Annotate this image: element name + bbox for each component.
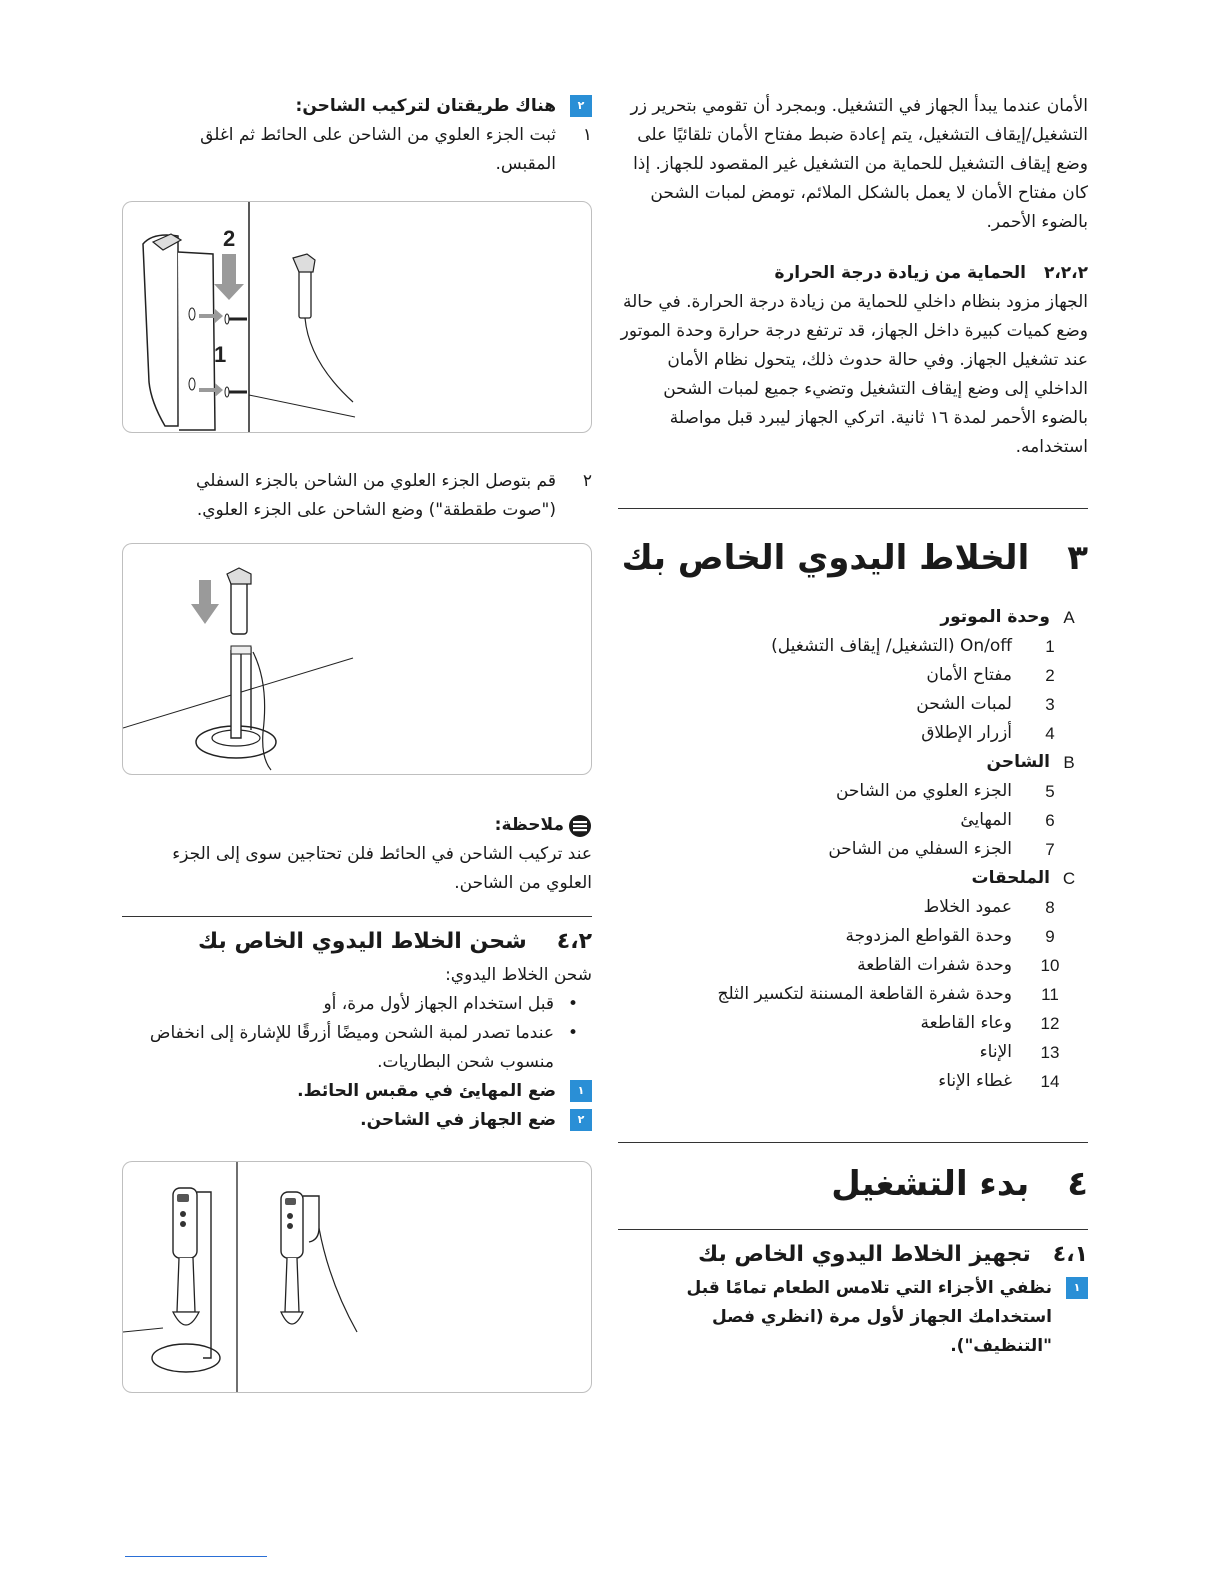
- item-label: الجزء العلوي من الشاحن: [835, 781, 1012, 801]
- list-item: [618, 1009, 1088, 1038]
- mount-step-1-number: ١: [582, 125, 592, 145]
- section3-number: ٣: [1067, 538, 1088, 578]
- section-divider: [618, 1142, 1088, 1143]
- section-divider: [618, 508, 1088, 509]
- section42-number: ٤،٢: [556, 929, 592, 954]
- step-badge: ١: [570, 1080, 592, 1102]
- section41-number: ٤،١: [1052, 1242, 1088, 1267]
- parts-group: [618, 748, 1088, 777]
- mount-heading: [122, 92, 592, 121]
- item-label: عمود الخلاط: [923, 897, 1012, 917]
- figure-blender-charging: [122, 1161, 592, 1393]
- note-title: ملاحظة:: [494, 815, 564, 835]
- blender-charging-illustration: [123, 1162, 591, 1392]
- overheat-number: ٢،٢،٢: [1043, 263, 1088, 283]
- charging-steps: [122, 1077, 592, 1135]
- item-label: الإناء: [979, 1042, 1012, 1062]
- note-text: عند تركيب الشاحن في الحائط فلن تحتاجين سوى إلى الجزء العلوي من الشاحن.: [172, 844, 592, 893]
- mount-step-1: [122, 121, 592, 179]
- left-column: [122, 92, 592, 1393]
- note-icon: [568, 814, 592, 838]
- bullet-text: قبل استخدام الجهاز لأول مرة، أو: [323, 994, 554, 1014]
- list-item: [618, 632, 1088, 661]
- item-number: 5: [1045, 782, 1055, 801]
- list-item: [122, 1019, 592, 1077]
- section3-title: الخلاط اليدوي الخاص بك: [621, 538, 1030, 578]
- note-heading: [122, 811, 592, 840]
- item-number: 11: [1041, 985, 1059, 1004]
- overheat-text: الجهاز مزود بنظام داخلي للحماية من زيادة درجة الحرارة. في حالة وضع كميات كبيرة داخل الجهاز، قد ترتفع درجة حرارة وحدة الموتور عند تشغيل الجهاز. وفي حالة حدوث ذلك، يتحول نظام الأمان الداخلي إلى وضع إيقاف التشغيل وتضيء جميع لمبات الشحن بالضوء الأحمر لمدة ١٦ ثانية. اتركي الجهاز ليبرد قبل مواصلة استخدامه.: [620, 292, 1088, 457]
- list-item: [618, 1038, 1088, 1067]
- bullet-dot: •: [567, 1023, 579, 1043]
- parts-group: [618, 864, 1088, 893]
- overheat-heading: [618, 259, 1088, 288]
- list-item: [618, 951, 1088, 980]
- mount-step-1-text: ثبت الجزء العلوي من الشاحن على الحائط ثم اغلق المقبس.: [200, 125, 556, 174]
- mount-badge: ٢: [570, 95, 592, 117]
- mount-step-2-text: قم بتوصل الجزء العلوي من الشاحن بالجزء السفلي ("صوت طقطقة") وضع الشاحن على الجزء العلوي.: [196, 471, 556, 520]
- item-number: 12: [1040, 1014, 1060, 1033]
- item-label: المهايئ: [960, 810, 1012, 830]
- section4-title: بدء التشغيل: [831, 1164, 1030, 1204]
- group-letter: A: [1063, 608, 1075, 627]
- wall-mount-illustration: [123, 202, 591, 432]
- footer-rule: [125, 1556, 267, 1557]
- list-item: [618, 922, 1088, 951]
- mount-title: هناك طريقتان لتركيب الشاحن:: [295, 96, 556, 116]
- item-label: وحدة شفرات القاطعة: [857, 955, 1012, 975]
- item-label: غطاء الإناء: [938, 1071, 1012, 1091]
- figure-wall-mount: [122, 201, 592, 433]
- group-label: الشاحن: [986, 752, 1050, 772]
- item-number: 8: [1045, 898, 1055, 917]
- subsection-divider: [122, 916, 592, 917]
- charging-step: [122, 1106, 592, 1135]
- section41-heading: [618, 1238, 1088, 1272]
- figure-charger-assembly: [122, 543, 592, 775]
- item-number: 2: [1045, 666, 1055, 685]
- parts-list: [618, 603, 1088, 1096]
- right-column: [618, 92, 1088, 1361]
- prep-step-1-text: نظفي الأجزاء التي تلامس الطعام تمامًا قبل استخدامك الجهاز لأول مرة (انظري فصل "التنظيف").: [686, 1278, 1052, 1356]
- group-label: الملحقات: [971, 868, 1050, 888]
- list-item: [618, 719, 1088, 748]
- item-number: 13: [1040, 1043, 1060, 1062]
- item-number: 7: [1045, 840, 1055, 859]
- list-item: [618, 661, 1088, 690]
- item-number: 14: [1040, 1072, 1060, 1091]
- section42-title: شحن الخلاط اليدوي الخاص بك: [198, 929, 527, 954]
- list-item: [618, 835, 1088, 864]
- safety-intro-text: الأمان عندما يبدأ الجهاز في التشغيل. وبمجرد أن تقومي بتحرير زر التشغيل/إيقاف التشغيل، يتم إعادة ضبط مفتاح الأمان تلقائيًا على وضع إيقاف التشغيل للحماية من التشغيل غير المقصود للجهاز. إذا كان مفتاح الأمان لا يعمل بالشكل الملائم، تومض لمبات الشحن بالضوء الأحمر.: [630, 96, 1088, 232]
- list-item: [122, 990, 592, 1019]
- charging-step-text: ضع المهايئ في مقبس الحائط.: [297, 1081, 556, 1101]
- item-label: وحدة القواطع المزدوجة: [845, 926, 1012, 946]
- item-label: الجزء السفلي من الشاحن: [828, 839, 1012, 859]
- parts-group: [618, 603, 1088, 632]
- item-number: 10: [1040, 956, 1060, 975]
- section4-heading: [618, 1157, 1088, 1211]
- item-number: 3: [1045, 695, 1055, 714]
- bullet-dot: •: [567, 994, 579, 1014]
- charging-intro: شحن الخلاط اليدوي:: [445, 965, 592, 985]
- list-item: [618, 690, 1088, 719]
- section3-heading: [618, 531, 1088, 585]
- step-badge: ٢: [570, 1109, 592, 1131]
- overheat-title: الحماية من زيادة درجة الحرارة: [774, 263, 1026, 283]
- charger-assembly-illustration: [123, 544, 591, 774]
- list-item: [618, 777, 1088, 806]
- item-number: 1: [1045, 637, 1055, 656]
- group-letter: B: [1063, 753, 1075, 772]
- item-label: وحدة شفرة القاطعة المسننة لتكسير الثلج: [717, 984, 1012, 1004]
- list-item: [618, 806, 1088, 835]
- list-item: [618, 893, 1088, 922]
- group-label: وحدة الموتور: [940, 607, 1050, 627]
- item-label: لمبات الشحن: [916, 694, 1012, 714]
- figure-label-2: 2: [223, 226, 236, 251]
- section42-heading: [122, 925, 592, 959]
- item-number: 6: [1045, 811, 1055, 830]
- figure-label-1: 1: [214, 342, 227, 367]
- list-item: [618, 980, 1088, 1009]
- mount-step-2-number: ٢: [582, 471, 592, 491]
- group-letter: C: [1062, 869, 1076, 888]
- charging-step: [122, 1077, 592, 1106]
- prep-step-1: [618, 1274, 1088, 1361]
- charging-step-text: ضع الجهاز في الشاحن.: [360, 1110, 556, 1130]
- item-label: وعاء القاطعة: [920, 1013, 1012, 1033]
- list-item: [618, 1067, 1088, 1096]
- item-label: مفتاح الأمان: [926, 665, 1012, 685]
- subsection-divider: [618, 1229, 1088, 1230]
- section41-title: تجهيز الخلاط اليدوي الخاص بك: [698, 1242, 1031, 1267]
- step-badge: ١: [1066, 1277, 1088, 1299]
- section4-number: ٤: [1067, 1164, 1088, 1204]
- bullet-text: عندما تصدر لمبة الشحن وميضًا أزرقًا للإشارة إلى انخفاض منسوب شحن البطاريات.: [149, 1023, 554, 1072]
- item-label: أزرار الإطلاق: [921, 723, 1012, 743]
- item-number: 9: [1045, 927, 1055, 946]
- item-number: 4: [1045, 724, 1055, 743]
- charging-bullets: [122, 990, 592, 1077]
- mount-step-2: [122, 467, 592, 525]
- item-label: On/off (التشغيل/ إيقاف التشغيل): [771, 636, 1012, 656]
